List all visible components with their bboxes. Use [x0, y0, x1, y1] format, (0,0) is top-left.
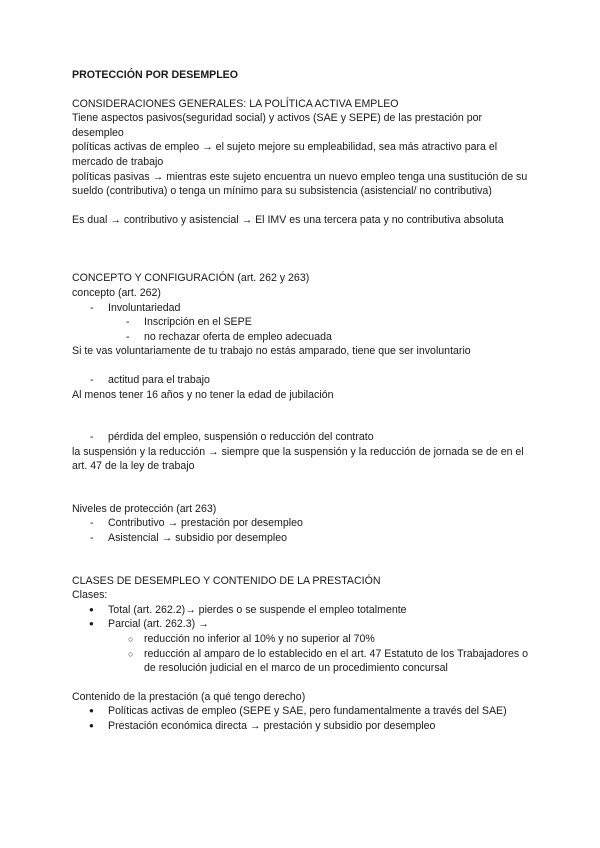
spacer: [72, 83, 532, 97]
concepto-list: [72, 301, 532, 345]
clases-label: Clases:: [72, 589, 108, 602]
spacer: [72, 546, 532, 574]
contenido-heading: Contenido de la prestación (a qué tengo derecho): [72, 690, 306, 703]
list-item-asistencial: - Asistencial → subsidio por desempleo: [72, 531, 532, 546]
paragraph-edad: Al menos tener 16 años y no tener la edad de jubilación: [72, 388, 334, 401]
subheading-concepto: concepto (art. 262): [72, 286, 161, 299]
list-item-actitud: - actitud para el trabajo: [72, 373, 532, 388]
list-item-reduccion-porcentaje: ○ reducción no inferior al 10% y no superior al 70%: [72, 632, 532, 647]
spacer: [72, 402, 532, 430]
paragraph-politicas-pasivas: políticas pasivas → mientras este sujeto encuentra un nuevo empleo tenga una sustitución de su sueldo (contributiva) o tenga un mínimo para su subsistencia (asistencial/ no contributiva): [72, 170, 528, 198]
document-content: [72, 68, 532, 734]
spacer: [72, 199, 532, 213]
spacer: [72, 359, 532, 373]
perdida-list: [72, 430, 532, 445]
spacer: [72, 227, 532, 271]
paragraph-politicas-activas: políticas activas de empleo → el sujeto mejore su empleabilidad, sea más atractivo para el mercado de trabajo: [72, 141, 498, 168]
document-title: PROTECCIÓN POR DESEMPLEO: [72, 69, 238, 81]
spacer: [72, 474, 532, 502]
section-heading-consideraciones: CONSIDERACIONES GENERALES: LA POLÍTICA ACTIVA EMPLEO: [72, 97, 399, 110]
spacer: [72, 676, 532, 690]
section-heading-clases: CLASES DE DESEMPLEO Y CONTENIDO DE LA PRESTACIÓN: [72, 574, 381, 587]
paragraph-suspension: la suspensión y la reducción → siempre que la suspensión y la reducción de jornada se de en el art. 47 de la ley de trabajo: [72, 445, 524, 473]
list-item-prestacion-economica: ● Prestación económica directa → prestación y subsidio por desempleo: [72, 719, 532, 734]
list-item-total: ● Total (art. 262.2)→ pierdes o se suspende el empleo totalmente: [72, 603, 532, 618]
list-item-perdida: - pérdida del empleo, suspensión o reducción del contrato: [72, 430, 532, 445]
list-item-parcial: ● Parcial (art. 262.3) →: [72, 617, 532, 632]
list-item-contributivo: - Contributivo → prestación por desempleo: [72, 516, 532, 531]
niveles-heading: Niveles de protección (art 263): [72, 502, 217, 515]
section-heading-concepto: CONCEPTO Y CONFIGURACIÓN (art. 262 y 263): [72, 272, 310, 285]
list-item-reduccion-art47: ○ reducción al amparo de lo establecido en el art. 47 Estatuto de los Trabajadores o de resolución judicial en el marco de un procedimiento concursal: [72, 647, 532, 676]
niveles-list: [72, 516, 532, 545]
paragraph-involuntario: Si te vas voluntariamente de tu trabajo no estás amparado, tiene que ser involuntario: [72, 345, 471, 358]
contenido-list: [72, 704, 532, 733]
paragraph-dual: Es dual → contributivo y asistencial → El IMV es una tercera pata y no contributiva absoluta: [72, 213, 504, 226]
paragraph-aspectos: Tiene aspectos pasivos(seguridad social) y activos (SAE y SEPE) de las prestación por desempleo: [72, 112, 483, 139]
list-item-no-rechazar: - no rechazar oferta de empleo adecuada: [72, 330, 532, 345]
list-item-inscripcion: - Inscripción en el SEPE: [72, 315, 532, 330]
clases-list: [72, 603, 532, 676]
actitud-list: [72, 373, 532, 388]
list-item-involuntariedad: - Involuntariedad: [72, 301, 532, 316]
list-item-politicas-activas: ● Políticas activas de empleo (SEPE y SAE, pero fundamentalmente a través del SAE): [72, 704, 532, 719]
